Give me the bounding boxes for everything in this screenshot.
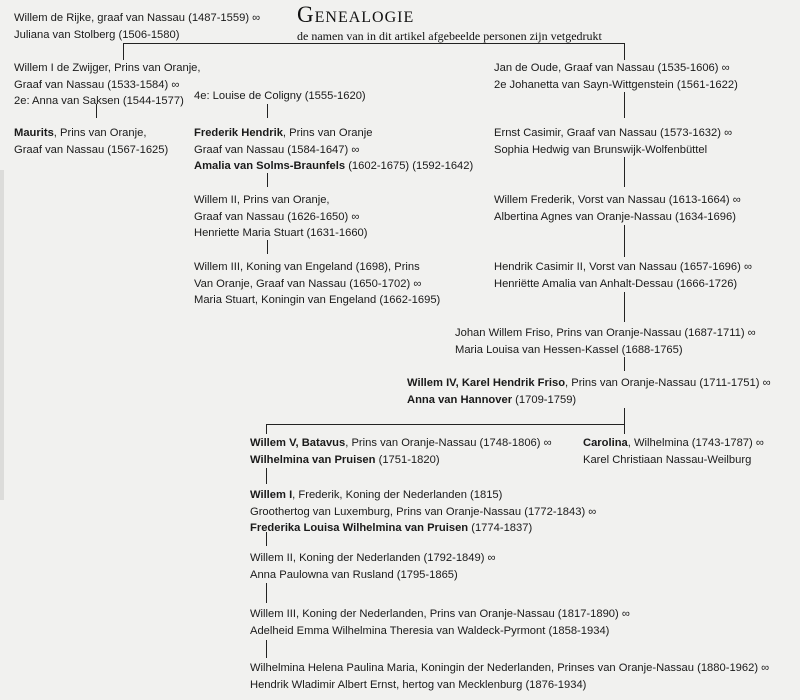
connector-line bbox=[624, 408, 625, 424]
page-title: Genealogie bbox=[297, 2, 415, 27]
person-willem-de-zwijger: Willem I de Zwijger, Prins van Oranje, Graaf van Nassau (1533-1584) ∞ 2e: Anna van Saksen (1544-1577) bbox=[14, 62, 201, 107]
connector-line bbox=[624, 424, 625, 434]
person-willem-v: Willem V, Batavus, Prins van Oranje-Nassau (1748-1806) ∞ Wilhelmina van Pruisen (1751-1820) bbox=[250, 437, 552, 466]
connector-line bbox=[624, 157, 625, 187]
person-jan-de-oude: Jan de Oude, Graaf van Nassau (1535-1606) ∞ 2e Johanetta van Sayn-Wittgenstein (1561-1622) bbox=[494, 62, 738, 91]
connector-line bbox=[624, 225, 625, 257]
person-wilhelmina: Wilhelmina Helena Paulina Maria, Koningin der Nederlanden, Prinses van Oranje-Nassau (1880-1962) ∞ Hendrik Wladimir Albert Ernst, hertog van Mecklenburg (1876-1934) bbox=[250, 662, 770, 691]
connector-line bbox=[123, 43, 124, 60]
connector-line bbox=[267, 173, 268, 187]
page-subtitle: de namen van in dit artikel afgebeelde personen zijn vetgedrukt bbox=[297, 29, 602, 43]
connector-line bbox=[624, 357, 625, 371]
connector-line bbox=[266, 424, 625, 425]
connector-line bbox=[266, 424, 267, 434]
connector-line bbox=[624, 43, 625, 60]
connector-line bbox=[123, 43, 624, 44]
person-willem-frederik: Willem Frederik, Vorst van Nassau (1613-1664) ∞ Albertina Agnes van Oranje-Nassau (1634-1696) bbox=[494, 194, 741, 223]
connector-line bbox=[266, 468, 267, 484]
person-willem-ii-koning: Willem II, Koning der Nederlanden (1792-1849) ∞ Anna Paulowna van Rusland (1795-1865) bbox=[250, 552, 496, 581]
person-johan-willem-friso: Johan Willem Friso, Prins van Oranje-Nassau (1687-1711) ∞ Maria Louisa van Hessen-Kassel (1688-1765) bbox=[455, 327, 756, 356]
person-willem-ii-prins: Willem II, Prins van Oranje, Graaf van Nassau (1626-1650) ∞ Henriette Maria Stuart (1631-1660) bbox=[194, 194, 368, 239]
person-willem-de-rijke: Willem de Rijke, graaf van Nassau (1487-1559) ∞ Juliana van Stolberg (1506-1580) bbox=[14, 12, 261, 41]
connector-line bbox=[266, 640, 267, 658]
person-ernst-casimir: Ernst Casimir, Graaf van Nassau (1573-1632) ∞ Sophia Hedwig van Brunswijk-Wolfenbüttel bbox=[494, 127, 733, 156]
person-willem-iv: Willem IV, Karel Hendrik Friso, Prins van Oranje-Nassau (1711-1751) ∞ Anna van Hannover (1709-1759) bbox=[407, 377, 771, 406]
connector-line bbox=[624, 92, 625, 118]
connector-line bbox=[267, 104, 268, 118]
connector-line bbox=[624, 292, 625, 322]
connector-line bbox=[267, 240, 268, 254]
person-frederik-hendrik: Frederik Hendrik, Prins van Oranje Graaf van Nassau (1584-1647) ∞ Amalia van Solms-Braunfels (1602-1675) (1592-1642) bbox=[194, 127, 474, 172]
person-willem-i-koning: Willem I, Frederik, Koning der Nederlanden (1815) Groothertog van Luxemburg, Prins van Oranje-Nassau (1772-1843) ∞ Frederika Louisa Wilhelmina van Pruisen (1774-1837) bbox=[250, 489, 597, 534]
person-louise-de-coligny: 4e: Louise de Coligny (1555-1620) bbox=[194, 90, 366, 102]
connector-line bbox=[266, 583, 267, 603]
person-maurits: Maurits, Prins van Oranje, Graaf van Nassau (1567-1625) bbox=[14, 127, 169, 156]
person-hendrik-casimir-ii: Hendrik Casimir II, Vorst van Nassau (1657-1696) ∞ Henriëtte Amalia van Anhalt-Dessau (1666-1726) bbox=[494, 261, 752, 290]
person-willem-iii-koning: Willem III, Koning der Nederlanden, Prins van Oranje-Nassau (1817-1890) ∞ Adelheid Emma Wilhelmina Theresia van Waldeck-Pyrmont (1858-1934) bbox=[250, 608, 630, 637]
page-edge-shadow bbox=[0, 170, 4, 500]
person-carolina: Carolina, Wilhelmina (1743-1787) ∞ Karel Christiaan Nassau-Weilburg bbox=[583, 437, 764, 466]
person-willem-iii-engeland: Willem III, Koning van Engeland (1698), Prins Van Oranje, Graaf van Nassau (1650-1702) ∞ Maria Stuart, Koningin van Engeland (1662-1695) bbox=[194, 261, 441, 306]
